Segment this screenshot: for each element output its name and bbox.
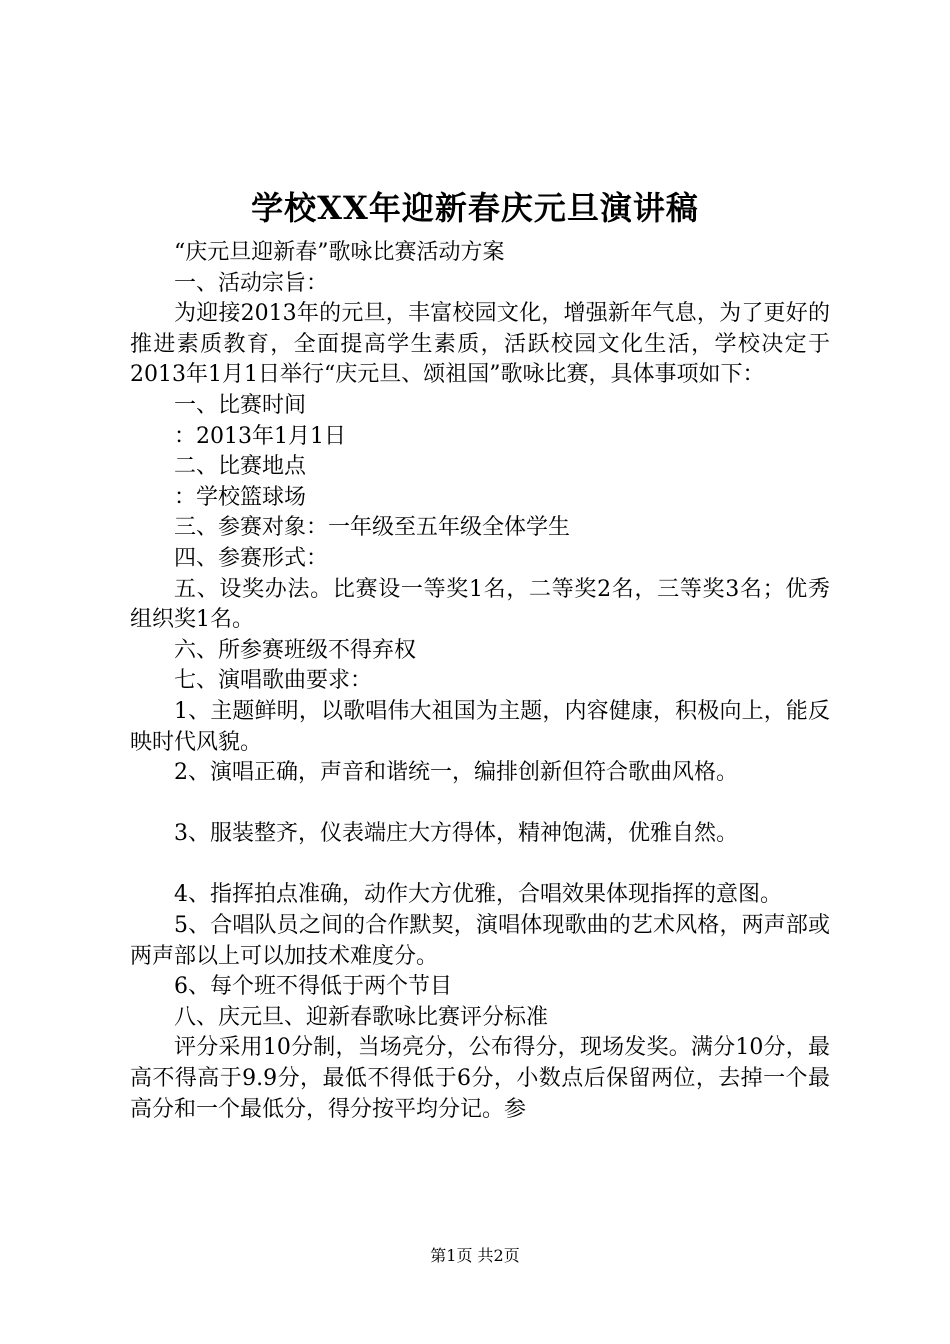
paragraph-scoring-heading: 八、庆元旦、迎新春歌咏比赛评分标准 — [174, 1004, 549, 1030]
paragraph-requirement-3: 3、服装整齐，仪表端庄大方得体，精神饱满，优雅自然。 — [174, 821, 738, 847]
paragraph-song-requirements: 七、演唱歌曲要求： — [174, 668, 373, 694]
paragraph-requirement-1: 1、主题鲜明，以歌唱伟大祖国为主题，内容健康，积极向上，能反映时代风貌。 — [130, 698, 830, 755]
paragraph-participants: 三、参赛对象：一年级至五年级全体学生 — [174, 515, 571, 541]
paragraph-scoring-text: 评分采用10分制，当场亮分，公布得分，现场发奖。满分10分，最高不得高于9.9分，最低不得低于6分，小数点后保留两位，去掉一个最高分和一个最低分，得分按平均分记。参 — [130, 1035, 830, 1122]
paragraph-location-heading: 二、比赛地点 — [174, 454, 307, 480]
paragraph-requirement-4: 4、指挥拍点准确，动作大方优雅，合唱效果体现指挥的意图。 — [174, 882, 782, 908]
paragraph-requirement-2: 2、演唱正确，声音和谐统一，编排创新但符合歌曲风格。 — [174, 760, 738, 786]
paragraph-time-value: ：2013年1月1日 — [174, 423, 346, 449]
paragraph-activity-plan: “庆元旦迎新春”歌咏比赛活动方案 — [174, 240, 505, 265]
paragraph-format: 四、参赛形式： — [174, 545, 329, 571]
paragraph-requirement-5: 5、合唱队员之间的合作默契，演唱体现歌曲的艺术风格，两声部或两声部以上可以加技术难度分。 — [130, 913, 830, 969]
paragraph-purpose-text: 为迎接2013年的元旦，丰富校园文化，增强新年气息，为了更好的推进素质教育，全面提高学生素质，活跃校园文化生活，学校决定于2013年1月1日举行“庆元旦、颂祖国”歌咏比赛，具体事项如下： — [130, 301, 830, 388]
paragraph-requirement-6: 6、每个班不得低于两个节目 — [174, 974, 452, 1000]
paragraph-time-heading: 一、比赛时间 — [174, 392, 307, 418]
paragraph-awards: 五、设奖办法。比赛设一等奖1名，二等奖2名，三等奖3名；优秀组织奖1名。 — [130, 576, 830, 633]
paragraph-no-forfeit: 六、所参赛班级不得弃权 — [174, 637, 417, 663]
page-footer: 第1页 共2页 — [430, 1246, 520, 1265]
paragraph-location-value: ：学校篮球场 — [174, 484, 307, 510]
document-body — [130, 238, 830, 1125]
spacer — [130, 789, 830, 820]
spacer — [130, 850, 830, 881]
paragraph-purpose-heading: 一、活动宗旨： — [174, 270, 329, 296]
page-title: 学校XX年迎新春庆元旦演讲稿 — [251, 189, 699, 227]
